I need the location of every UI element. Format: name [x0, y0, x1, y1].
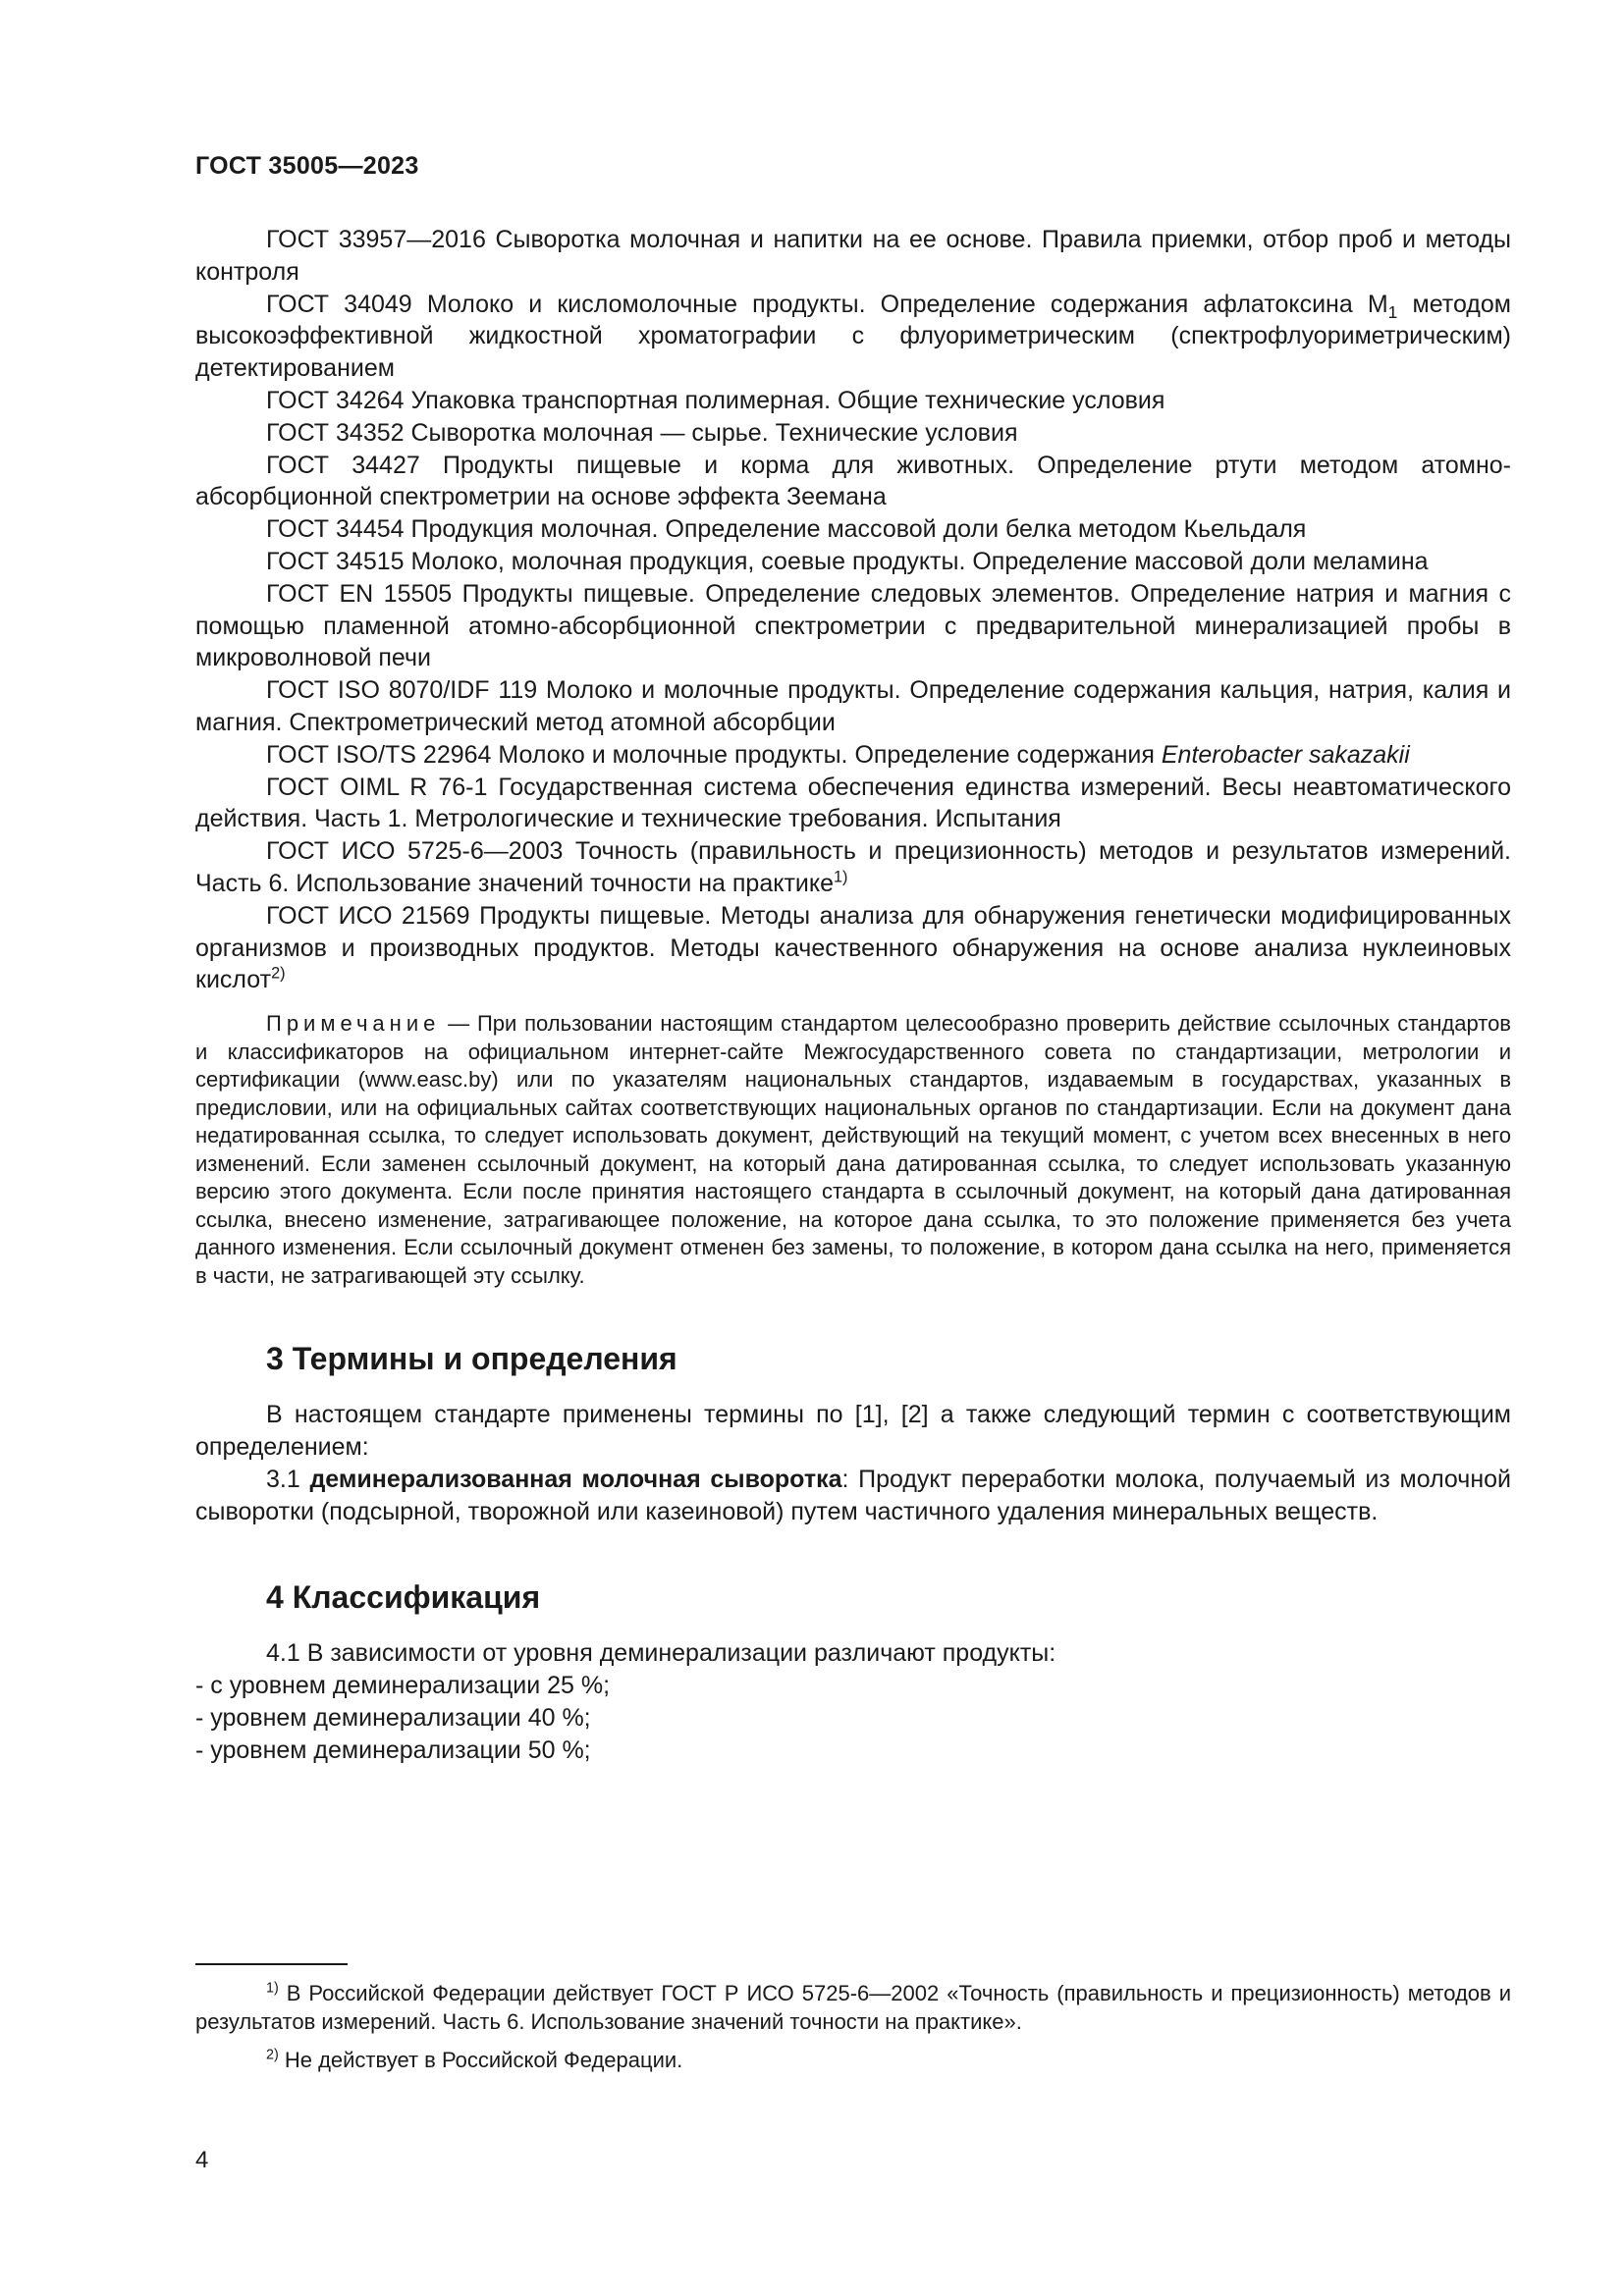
- section-heading: 4 Классификация: [266, 1579, 541, 1616]
- list-item: - уровнем деминерализации 40 %;: [195, 1704, 591, 1733]
- section-intro: 4.1 В зависимости от уровня деминерализации различают продукты:: [266, 1639, 1056, 1668]
- page-number: 4: [195, 2147, 209, 2173]
- section-classification: [195, 1637, 1511, 1767]
- note-label: Примечание: [266, 1011, 441, 1037]
- note-paragraph: Примечание — При пользовании настоящим стандартом целесообразно проверить действие ссылочных стандартов и классификаторов на официальном интернет-сайте Межгосударственного совета по стандартизации, метрологии и сертификации (www.easc.by) или по указателям национальных стандартов, издаваемым в государствах, указанных в предисловии, или на официальных сайтах соответствующих национальных органов по стандартизации. Если на документ дана недатированная ссылка, то следует использовать документ, действующий на текущий момент, с учетом всех внесенных в него изменений. Если заменен ссылочный документ, на который дана датированная ссылка, то следует использовать указанную версию этого документа. Если после принятия настоящего стандарта в ссылочный документ, на который дана датированная ссылка, внесено изменение, затрагивающее положение, на которое дана ссылка, то это положение применяется без учета данного изменения. Если ссылочный документ отменен без замены, то положение, в котором дана ссылка на него, применяется в части, не затрагивающей эту ссылку.: [195, 1011, 1511, 1288]
- list-item: - с уровнем деминерализации 25 %;: [195, 1672, 611, 1700]
- reference-item: ГОСТ 34352 Сыворотка молочная — сырье. Технические условия: [266, 418, 1018, 447]
- reference-item: ГОСТ 33957—2016 Сыворотка молочная и напитки на ее основе. Правила приемки, отбор проб и методы контроля: [195, 226, 1512, 286]
- page-body: [195, 224, 1511, 1767]
- reference-item: ГОСТ OIML R 76-1 Государственная система обеспечения единства измерений. Весы неавтоматического действия. Часть 1. Метрологические и технические требования. Испытания: [195, 773, 1512, 833]
- page-header: ГОСТ 35005—2023: [195, 152, 419, 180]
- term: деминерализованная молочная сыворотка: [309, 1466, 842, 1494]
- reference-item: ГОСТ ISO 8070/IDF 119 Молоко и молочные продукты. Определение содержания кальция, натрия, калия и магния. Спектрометрический метод атомной абсорбции: [195, 676, 1512, 736]
- section-intro: В настоящем стандарте применены термины по [1], [2] а также следующий термин с соответствующим определением:: [195, 1401, 1511, 1462]
- reference-item: ГОСТ EN 15505 Продукты пищевые. Определение следовых элементов. Определение натрия и магния с помощью пламенной атомно-абсорбционной спектрометрии с предварительной минерализацией пробы в микроволновой печи: [195, 579, 1511, 672]
- reference-item: ГОСТ 34515 Молоко, молочная продукция, соевые продукты. Определение массовой доли меламина: [266, 547, 1429, 575]
- footnote: $^{1)}$ В Российской Федерации действует ГОСТ Р ИСО 5725-6—2002 «Точность (правильность и прецизионность) методов и результатов измерений. Часть 6. Использование значений точности на практике».: [195, 1980, 1511, 2034]
- reference-item: ГОСТ 34049 Молоко и кисломолочные продукты. Определение содержания афлатоксина $M_1$ методом высокоэффективной жидкостной хроматографии с флуориметрическим (спектрофлуориметрическим) детектированием: [195, 290, 1511, 383]
- footnote: $^{2)}$ Не действует в Российской Федерации.: [266, 2047, 683, 2072]
- section-terms: [195, 1399, 1511, 1528]
- footnotes: [195, 1963, 1511, 2084]
- normative-references-list: [195, 224, 1511, 996]
- footnote-separator: [195, 1963, 348, 1965]
- reference-item: ГОСТ ИСО 5725-6—2003 Точность (правильность и прецизионность) методов и результатов измерений. Часть 6. Использование значений точности на практике$^{1)}$: [195, 837, 1511, 897]
- reference-item: ГОСТ ИСО 21569 Продукты пищевые. Методы анализа для обнаружения генетически модифицированных организмов и производных продуктов. Методы качественного обнаружения на основе анализа нуклеиновых кислот$^{2)}$: [195, 901, 1511, 994]
- term-definition: 3.1 деминерализованная молочная сыворотка: Продукт переработки молока, получаемый из молочной сыворотки (подсырной, творожной или казеиновой) путем частичного удаления минеральных веществ.: [195, 1466, 1511, 1526]
- reference-item: ГОСТ 34454 Продукция молочная. Определение массовой доли белка методом Кьельдаля: [266, 515, 1307, 544]
- reference-item: ГОСТ 34264 Упаковка транспортная полимерная. Общие технические условия: [266, 386, 1165, 414]
- reference-item: ГОСТ ISO/TS 22964 Молоко и молочные продукты. Определение содержания Enterobacter sakazakii: [266, 740, 1410, 769]
- list-item: - уровнем деминерализации 50 %;: [195, 1736, 591, 1765]
- reference-item: ГОСТ 34427 Продукты пищевые и корма для животных. Определение ртути методом атомно-абсорбционной спектрометрии на основе эффекта Зеемана: [195, 451, 1511, 511]
- section-heading: 3 Термины и определения: [266, 1341, 677, 1377]
